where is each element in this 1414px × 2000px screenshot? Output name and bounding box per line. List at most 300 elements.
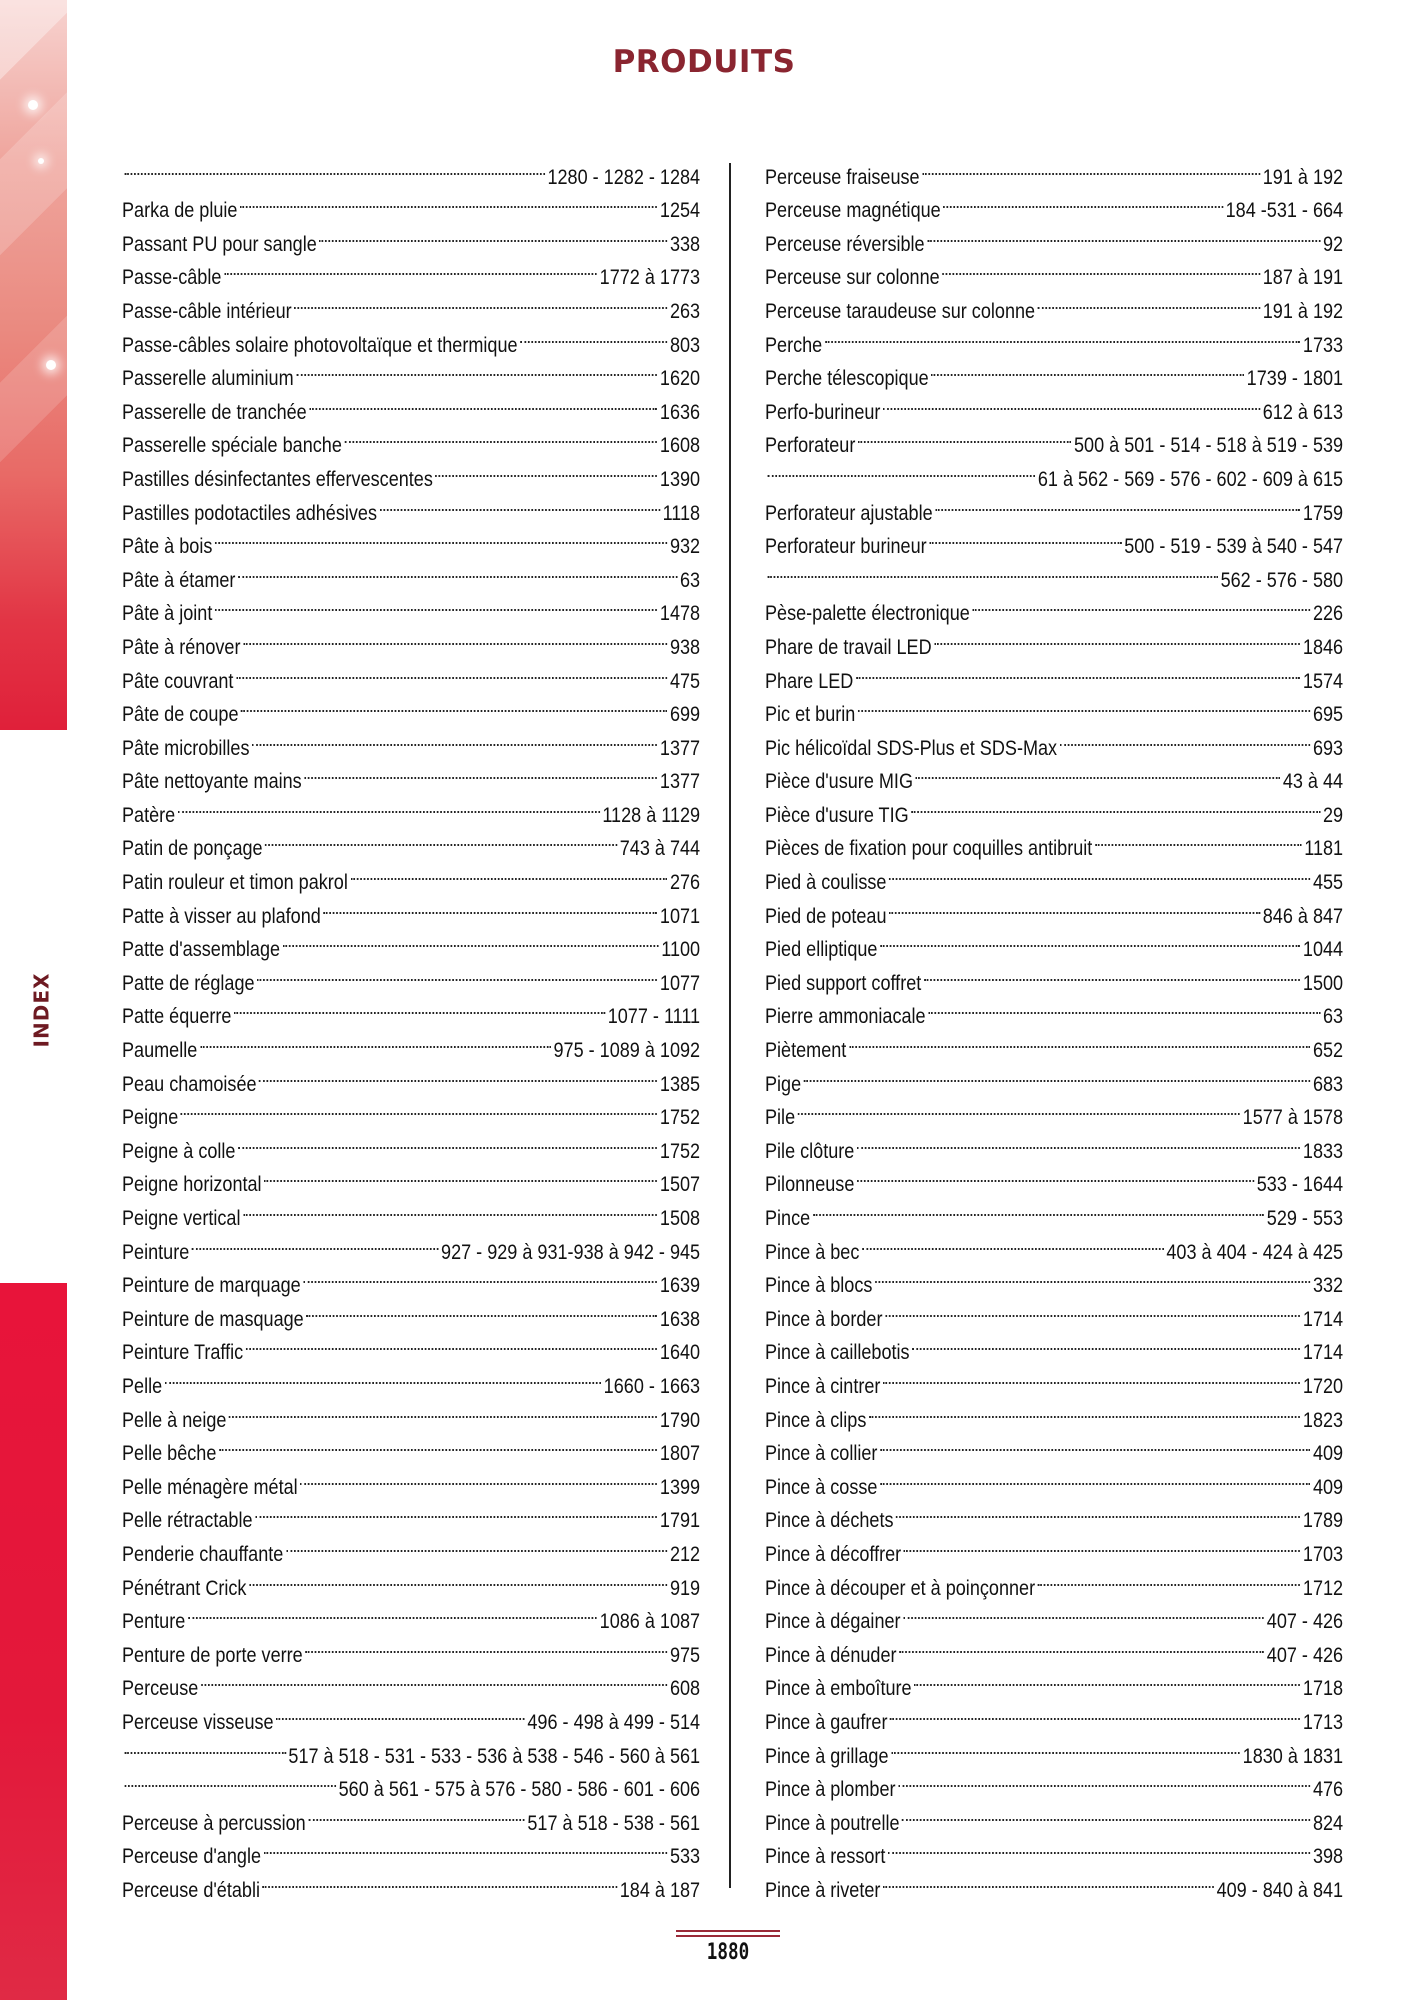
dot-leader (899, 1628, 1264, 1662)
entry-label: Peigne (122, 1106, 179, 1130)
entry-label: Peinture de marquage (122, 1274, 301, 1298)
entry-label: Peinture de masquage (122, 1307, 304, 1331)
entry-pages: 1118 (662, 501, 701, 525)
index-entry (122, 217, 701, 256)
entry-pages: 29 (1323, 803, 1344, 827)
dot-leader (857, 1124, 1300, 1158)
entry-label: Patin de ponçage (122, 837, 263, 861)
entry-pages: 608 (669, 1677, 701, 1701)
entry-label: Pince à emboîture (765, 1677, 912, 1701)
index-entry (765, 721, 1344, 760)
dot-leader (880, 1427, 1310, 1461)
dot-leader (240, 184, 657, 218)
dot-leader (243, 620, 667, 654)
entry-pages: 1100 (661, 938, 701, 962)
entry-label: Perche (765, 333, 823, 357)
dot-leader (252, 721, 657, 755)
dot-leader (520, 318, 667, 352)
index-entry (765, 553, 1344, 592)
entry-label: Pénétrant Crick (122, 1576, 247, 1600)
entry-label: Pince à dégainer (765, 1610, 901, 1634)
entry-label: Passe-câble intérieur (122, 299, 292, 323)
entry-label: Pâte de coupe (122, 703, 239, 727)
dot-leader (916, 755, 1281, 789)
entry-pages: 276 (669, 871, 701, 895)
index-entry (122, 889, 701, 928)
index-entry (122, 1023, 701, 1063)
entry-pages: 1077 (659, 971, 701, 995)
dot-leader (238, 553, 677, 587)
entry-pages: 919 (669, 1576, 701, 1600)
entry-label: Pelle rétractable (122, 1509, 253, 1533)
entry-label: Pince à gaufrer (765, 1710, 888, 1734)
index-entry (765, 688, 1344, 727)
dot-leader (885, 1292, 1300, 1326)
entry-pages: 1712 (1302, 1576, 1344, 1600)
index-entry (122, 385, 701, 424)
index-entry (122, 184, 701, 223)
entry-pages: 683 (1312, 1072, 1344, 1096)
index-entry (122, 1191, 701, 1230)
index-entry (122, 520, 701, 559)
entry-label: Pastilles désinfectantes effervescentes (122, 467, 433, 491)
entry-pages: 1071 (659, 904, 701, 928)
dot-leader (263, 1863, 618, 1897)
index-entry (122, 688, 701, 727)
entry-label: Pèse-palette électronique (765, 602, 970, 626)
dot-leader (904, 1527, 1301, 1561)
entry-pages: 824 (1312, 1811, 1344, 1835)
entry-label: Passe-câbles solaire photovoltaïque et thermique (122, 333, 518, 357)
dot-leader (798, 1091, 1240, 1125)
entry-pages: 1714 (1302, 1307, 1344, 1331)
entry-label: Pince à déchets (765, 1509, 894, 1533)
entry-label: Passerelle spéciale banche (122, 434, 342, 458)
dot-leader (883, 385, 1260, 419)
entry-pages: 1759 (1302, 501, 1344, 525)
entry-label: Pince (765, 1207, 811, 1230)
dot-leader (224, 251, 597, 285)
decorative-side-banner-bottom (0, 1283, 67, 2000)
entry-label: Passant PU pour sangle (122, 232, 317, 256)
index-entry (122, 1628, 701, 1667)
entry-pages: 1636 (659, 400, 701, 424)
entry-pages: 803 (669, 333, 701, 357)
dot-leader (903, 1595, 1264, 1629)
index-entry (765, 755, 1344, 794)
index-entry (765, 1830, 1344, 1869)
entry-pages: 398 (1312, 1845, 1344, 1869)
entry-pages: 1823 (1302, 1408, 1344, 1432)
index-entry (122, 1561, 701, 1600)
entry-label: Perceuse réversible (765, 232, 925, 256)
entry-label: Pince à collier (765, 1442, 878, 1466)
entry-label: Pelle (122, 1374, 163, 1398)
index-entry (122, 1225, 701, 1264)
entry-label: Perceuse à percussion (122, 1811, 306, 1835)
sparkle-decoration (46, 360, 56, 370)
dot-leader (898, 1763, 1310, 1797)
entry-label: Pince à grillage (765, 1744, 889, 1768)
index-entry (122, 755, 701, 794)
entry-label: Perceuse d'angle (122, 1845, 261, 1869)
index-entry (122, 419, 701, 458)
dot-leader (922, 150, 1260, 184)
entry-pages: 1714 (1302, 1341, 1344, 1365)
index-entry (122, 822, 701, 861)
index-entry (122, 1124, 701, 1163)
entry-pages: 61 à 562 - 569 - 576 - 602 - 609 à 615 (1037, 467, 1344, 491)
entry-pages: 560 à 561 - 575 à 576 - 580 - 586 - 601 - 606 (338, 1778, 701, 1802)
dot-leader (344, 419, 657, 453)
entry-pages: 1574 (1302, 669, 1344, 693)
entry-pages: 517 à 518 - 538 - 561 (527, 1811, 701, 1835)
dot-leader (283, 923, 659, 957)
entry-label: Penderie chauffante (122, 1542, 284, 1566)
entry-label: Pied de poteau (765, 904, 887, 928)
entry-pages: 92 (1323, 232, 1344, 256)
entry-label: Pâte couvrant (122, 669, 234, 693)
dot-leader (883, 1863, 1214, 1897)
dot-leader (890, 1695, 1300, 1729)
index-entry (765, 419, 1344, 458)
entry-pages: 652 (1312, 1039, 1344, 1063)
entry-label: Pile (765, 1106, 796, 1130)
dot-leader (768, 452, 1036, 486)
side-tab-index (26, 972, 56, 1048)
index-entry (122, 1763, 701, 1802)
entry-label: Peinture Traffic (122, 1341, 244, 1365)
dot-leader (264, 1158, 657, 1192)
entry-label: Perceuse (122, 1677, 199, 1701)
entry-label: Perceuse d'établi (122, 1878, 260, 1902)
index-entry (122, 486, 701, 525)
entry-label: Paumelle (122, 1039, 198, 1063)
index-entry (122, 620, 701, 659)
index-entry (122, 1326, 701, 1365)
entry-label: Perfo-burineur (765, 400, 881, 424)
dot-leader (296, 352, 657, 386)
dot-leader (1060, 721, 1311, 755)
entry-label: Pièces de fixation pour coquilles antibruit (765, 837, 1093, 861)
index-entry (765, 284, 1344, 323)
dot-leader (935, 486, 1300, 520)
entry-pages: 699 (669, 703, 701, 727)
dot-leader (929, 520, 1121, 554)
dot-leader (856, 654, 1300, 688)
dot-leader (880, 923, 1300, 957)
dot-leader (188, 1595, 597, 1629)
entry-pages: 496 - 498 à 499 - 514 (527, 1710, 701, 1734)
entry-label: Pelle bêche (122, 1442, 217, 1466)
dot-leader (257, 956, 657, 990)
index-entry (765, 788, 1344, 827)
entry-label: Peinture (122, 1240, 190, 1264)
dot-leader (768, 553, 1218, 587)
index-entry (765, 1359, 1344, 1398)
dot-leader (934, 620, 1300, 654)
dot-leader (914, 1662, 1300, 1696)
entry-pages: 1620 (659, 367, 701, 391)
index-entry (122, 1796, 701, 1835)
dot-leader (125, 1763, 336, 1797)
index-entry (122, 1662, 701, 1701)
entry-pages: 1789 (1302, 1509, 1344, 1533)
entry-pages: 1377 (659, 770, 701, 794)
entry-pages: 1044 (1302, 938, 1344, 962)
entry-label: Pince à ressort (765, 1845, 886, 1869)
entry-label: Parka de pluie (122, 199, 238, 223)
dot-leader (234, 990, 605, 1024)
index-entry (122, 1292, 701, 1331)
index-entry (122, 1393, 701, 1432)
dot-leader (380, 486, 660, 520)
entry-pages: 191 à 192 (1262, 299, 1344, 323)
entry-pages: 1577 à 1578 (1242, 1106, 1344, 1130)
entry-label: Pied support coffret (765, 971, 922, 995)
dot-leader (323, 889, 657, 923)
index-entry (765, 956, 1344, 995)
entry-pages: 1846 (1302, 635, 1344, 659)
dot-leader (229, 1393, 657, 1427)
entry-label: Pièce d'usure MIG (765, 770, 914, 794)
entry-pages: 975 - 1089 à 1092 (553, 1039, 701, 1063)
dot-leader (891, 1729, 1240, 1763)
dot-leader (924, 956, 1300, 990)
entry-pages: 517 à 518 - 531 - 533 - 536 à 538 - 546 - 560 à 561 (288, 1744, 701, 1768)
entry-pages: 1660 - 1663 (603, 1374, 701, 1398)
entry-pages: 1077 - 1111 (607, 1005, 701, 1029)
entry-label: Perche télescopique (765, 367, 929, 391)
dot-leader (927, 217, 1320, 251)
entry-pages: 1500 (1302, 971, 1344, 995)
index-entry (765, 990, 1344, 1029)
index-entry (765, 1091, 1344, 1130)
dot-leader (943, 184, 1223, 218)
entry-label: Pic hélicoïdal SDS-Plus et SDS-Max (765, 736, 1058, 760)
entry-pages: 695 (1312, 703, 1344, 727)
index-entry (765, 1225, 1344, 1264)
entry-label: Penture de porte verre (122, 1643, 303, 1667)
entry-pages: 1478 (659, 602, 701, 626)
dot-leader (125, 1729, 286, 1763)
side-tab-label: INDEX (29, 972, 53, 1048)
index-entry (765, 1259, 1344, 1298)
index-entry (122, 721, 701, 760)
entry-label: Peau chamoisée (122, 1072, 257, 1096)
dot-leader (215, 520, 667, 554)
entry-label: Pince à décoffrer (765, 1542, 902, 1566)
dot-leader (883, 1359, 1300, 1393)
entry-pages: 1638 (659, 1307, 701, 1331)
entry-label: Patte équerre (122, 1005, 232, 1029)
entry-pages: 1390 (659, 467, 701, 491)
dot-leader (942, 251, 1260, 285)
index-entry (765, 486, 1344, 525)
index-entry (765, 1326, 1344, 1365)
dot-leader (857, 1158, 1254, 1192)
dot-leader (201, 1662, 667, 1696)
index-entry (122, 1460, 701, 1499)
dot-leader (911, 788, 1320, 822)
entry-label: Piètement (765, 1039, 847, 1063)
dot-leader (308, 1796, 525, 1830)
entry-label: Pic et burin (765, 703, 856, 727)
entry-label: Pince à cosse (765, 1475, 878, 1499)
decorative-side-banner-top (0, 0, 67, 730)
dot-leader (435, 452, 657, 486)
index-entry (765, 1595, 1344, 1634)
dot-leader (246, 1326, 658, 1360)
index-entry (122, 284, 701, 323)
entry-label: Perforateur (765, 434, 856, 458)
entry-label: Patte d'assemblage (122, 938, 281, 962)
entry-pages: 1790 (659, 1408, 701, 1432)
entry-pages: 1385 (659, 1072, 701, 1096)
index-entry (122, 1091, 701, 1130)
dot-leader (912, 1326, 1300, 1360)
sparkle-decoration (28, 100, 38, 110)
sparkle-decoration (38, 158, 44, 164)
entry-label: Pâte à rénover (122, 635, 241, 659)
dot-leader (219, 1427, 657, 1461)
index-entry (122, 251, 701, 290)
entry-pages: 476 (1312, 1778, 1344, 1802)
entry-pages: 191 à 192 (1262, 165, 1344, 189)
entry-label: Pastilles podotactiles adhésives (122, 501, 378, 525)
entry-pages: 533 (669, 1845, 701, 1869)
entry-pages: 1713 (1302, 1710, 1344, 1734)
entry-label: Pince à plomber (765, 1778, 896, 1802)
entry-pages: 187 à 191 (1262, 266, 1344, 290)
entry-pages: 1086 à 1087 (599, 1610, 701, 1634)
entry-pages: 1791 (659, 1509, 701, 1533)
index-entry (765, 855, 1344, 895)
index-entry (765, 1695, 1344, 1734)
entry-pages: 529 - 553 (1266, 1207, 1344, 1230)
entry-label: Pince à poutrelle (765, 1811, 900, 1835)
index-entry (122, 1527, 701, 1566)
index-entry (122, 1494, 701, 1533)
entry-pages: 63 (1323, 1005, 1344, 1029)
entry-label: Patin rouleur et timon pakrol (122, 871, 348, 895)
entry-label: Pâte à étamer (122, 568, 236, 592)
dot-leader (869, 1393, 1300, 1427)
entry-pages: 1181 (1304, 837, 1344, 861)
dot-leader (1038, 1561, 1301, 1595)
entry-pages: 500 à 501 - 514 - 518 à 519 - 539 (1073, 434, 1344, 458)
entry-pages: 332 (1312, 1274, 1344, 1298)
entry-label: Phare de travail LED (765, 635, 932, 659)
dot-leader (849, 1023, 1310, 1057)
index-entry (765, 150, 1344, 189)
entry-label: Patère (122, 803, 176, 827)
dot-leader (200, 1023, 551, 1057)
dot-leader (319, 217, 667, 251)
dot-leader (880, 1460, 1310, 1494)
entry-label: Pile clôture (765, 1139, 855, 1163)
entry-label: Pilonneuse (765, 1173, 855, 1197)
index-entry (765, 654, 1344, 693)
index-entry (122, 1427, 701, 1466)
entry-label: Pince à caillebotis (765, 1341, 910, 1365)
index-entry (765, 822, 1344, 861)
entry-pages: 846 à 847 (1262, 904, 1344, 928)
dot-leader (276, 1695, 525, 1729)
dot-leader (1038, 284, 1260, 318)
dot-leader (294, 284, 667, 318)
dot-leader (309, 385, 657, 419)
entry-pages: 407 - 426 (1266, 1610, 1344, 1634)
dot-leader (889, 889, 1260, 923)
index-entry (122, 923, 701, 962)
entry-pages: 403 à 404 - 424 à 425 (1166, 1240, 1344, 1264)
entry-pages: 63 (680, 568, 701, 592)
entry-label: Perceuse fraiseuse (765, 165, 920, 189)
dot-leader (300, 1460, 657, 1494)
index-entry (765, 1729, 1344, 1768)
entry-pages: 1739 - 1801 (1246, 367, 1344, 391)
dot-leader (896, 1494, 1300, 1528)
entry-pages: 409 - 840 à 841 (1216, 1878, 1344, 1902)
index-entry (765, 889, 1344, 928)
entry-label: Pâte nettoyante mains (122, 770, 302, 794)
dot-leader (181, 1091, 658, 1125)
index-entry (765, 1796, 1344, 1835)
entry-pages: 1772 à 1773 (599, 266, 701, 290)
index-entry (765, 352, 1344, 391)
index-entry (122, 1729, 701, 1768)
dot-leader (165, 1359, 601, 1393)
entry-label: Pièce d'usure TIG (765, 803, 909, 827)
index-entry (765, 1763, 1344, 1802)
entry-pages: 409 (1312, 1475, 1344, 1499)
entry-label: Patte de réglage (122, 971, 255, 995)
entry-pages: 932 (669, 535, 701, 559)
dot-leader (902, 1796, 1310, 1830)
index-column-left (122, 150, 701, 1902)
index-entry (122, 1695, 701, 1734)
entry-label: Perceuse taraudeuse sur colonne (765, 299, 1036, 323)
entry-pages: 1720 (1302, 1374, 1344, 1398)
index-entry (765, 1494, 1344, 1533)
entry-label: Perceuse sur colonne (765, 266, 940, 290)
entry-pages: 1507 (659, 1173, 701, 1197)
index-entry (765, 1191, 1344, 1230)
entry-pages: 338 (669, 232, 701, 256)
entry-pages: 1718 (1302, 1677, 1344, 1701)
dot-leader (931, 352, 1244, 386)
dot-leader (125, 150, 545, 184)
entry-label: Pâte à joint (122, 602, 213, 626)
index-entry (765, 1023, 1344, 1063)
page-number: 1880 (706, 1940, 750, 1965)
dot-leader (306, 1292, 657, 1326)
dot-leader (889, 855, 1310, 889)
index-entry (122, 1158, 701, 1197)
index-entry (122, 1057, 701, 1096)
index-entry (122, 452, 701, 491)
entry-label: Pince à découper et à poinçonner (765, 1576, 1036, 1600)
index-entry (765, 1057, 1344, 1096)
entry-pages: 612 à 613 (1262, 400, 1344, 424)
index-entry (122, 553, 701, 592)
entry-pages: 1399 (659, 1475, 701, 1499)
entry-label: Pelle ménagère métal (122, 1475, 298, 1499)
entry-pages: 1128 à 1129 (602, 803, 701, 827)
entry-pages: 409 (1312, 1442, 1344, 1466)
entry-pages: 212 (669, 1542, 701, 1566)
